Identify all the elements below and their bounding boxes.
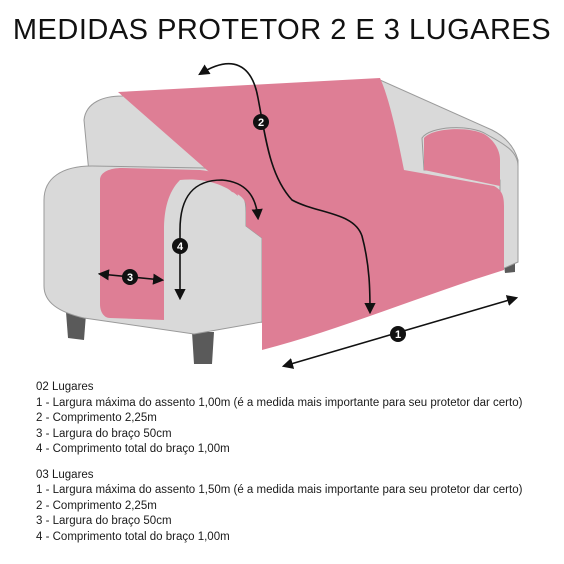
sofa-leg-front-middle bbox=[192, 332, 214, 364]
specs-heading: 03 Lugares bbox=[36, 468, 94, 481]
specs-2-seats bbox=[36, 380, 556, 458]
svg-text:1: 1 bbox=[394, 329, 402, 341]
spec-line: 3 - Largura do braço 50cm bbox=[36, 515, 172, 527]
spec-line: 1 - Largura máxima do assento 1,50m (é a medida mais importante para seu protetor dar certo) bbox=[36, 484, 523, 496]
specs-list bbox=[36, 380, 556, 555]
spec-line: 3 - Largura do braço 50cm bbox=[36, 427, 172, 440]
specs-3-seats bbox=[36, 468, 556, 546]
spec-line: 2 - Comprimento 2,25m bbox=[36, 412, 157, 424]
spec-line: 1 - Largura máxima do assento 1,00m (é a medida mais importante para seu protetor dar certo) bbox=[36, 396, 523, 409]
svg-text:3: 3 bbox=[126, 272, 134, 284]
marker-1 bbox=[390, 326, 406, 342]
sofa-protector-diagram bbox=[0, 50, 564, 380]
specs-heading: 02 Lugares bbox=[36, 381, 94, 393]
page-title: MEDIDAS PROTETOR 2 E 3 LUGARES bbox=[12, 14, 552, 46]
spec-line: 4 - Comprimento total do braço 1,00m bbox=[36, 530, 230, 543]
marker-3 bbox=[122, 269, 138, 285]
marker-4 bbox=[172, 238, 188, 254]
svg-text:4: 4 bbox=[176, 241, 184, 253]
spec-line: 2 - Comprimento 2,25m bbox=[36, 499, 157, 512]
spec-line: 4 - Comprimento total do braço 1,00m bbox=[36, 443, 230, 455]
marker-2 bbox=[253, 114, 269, 130]
svg-text:2: 2 bbox=[257, 117, 265, 129]
